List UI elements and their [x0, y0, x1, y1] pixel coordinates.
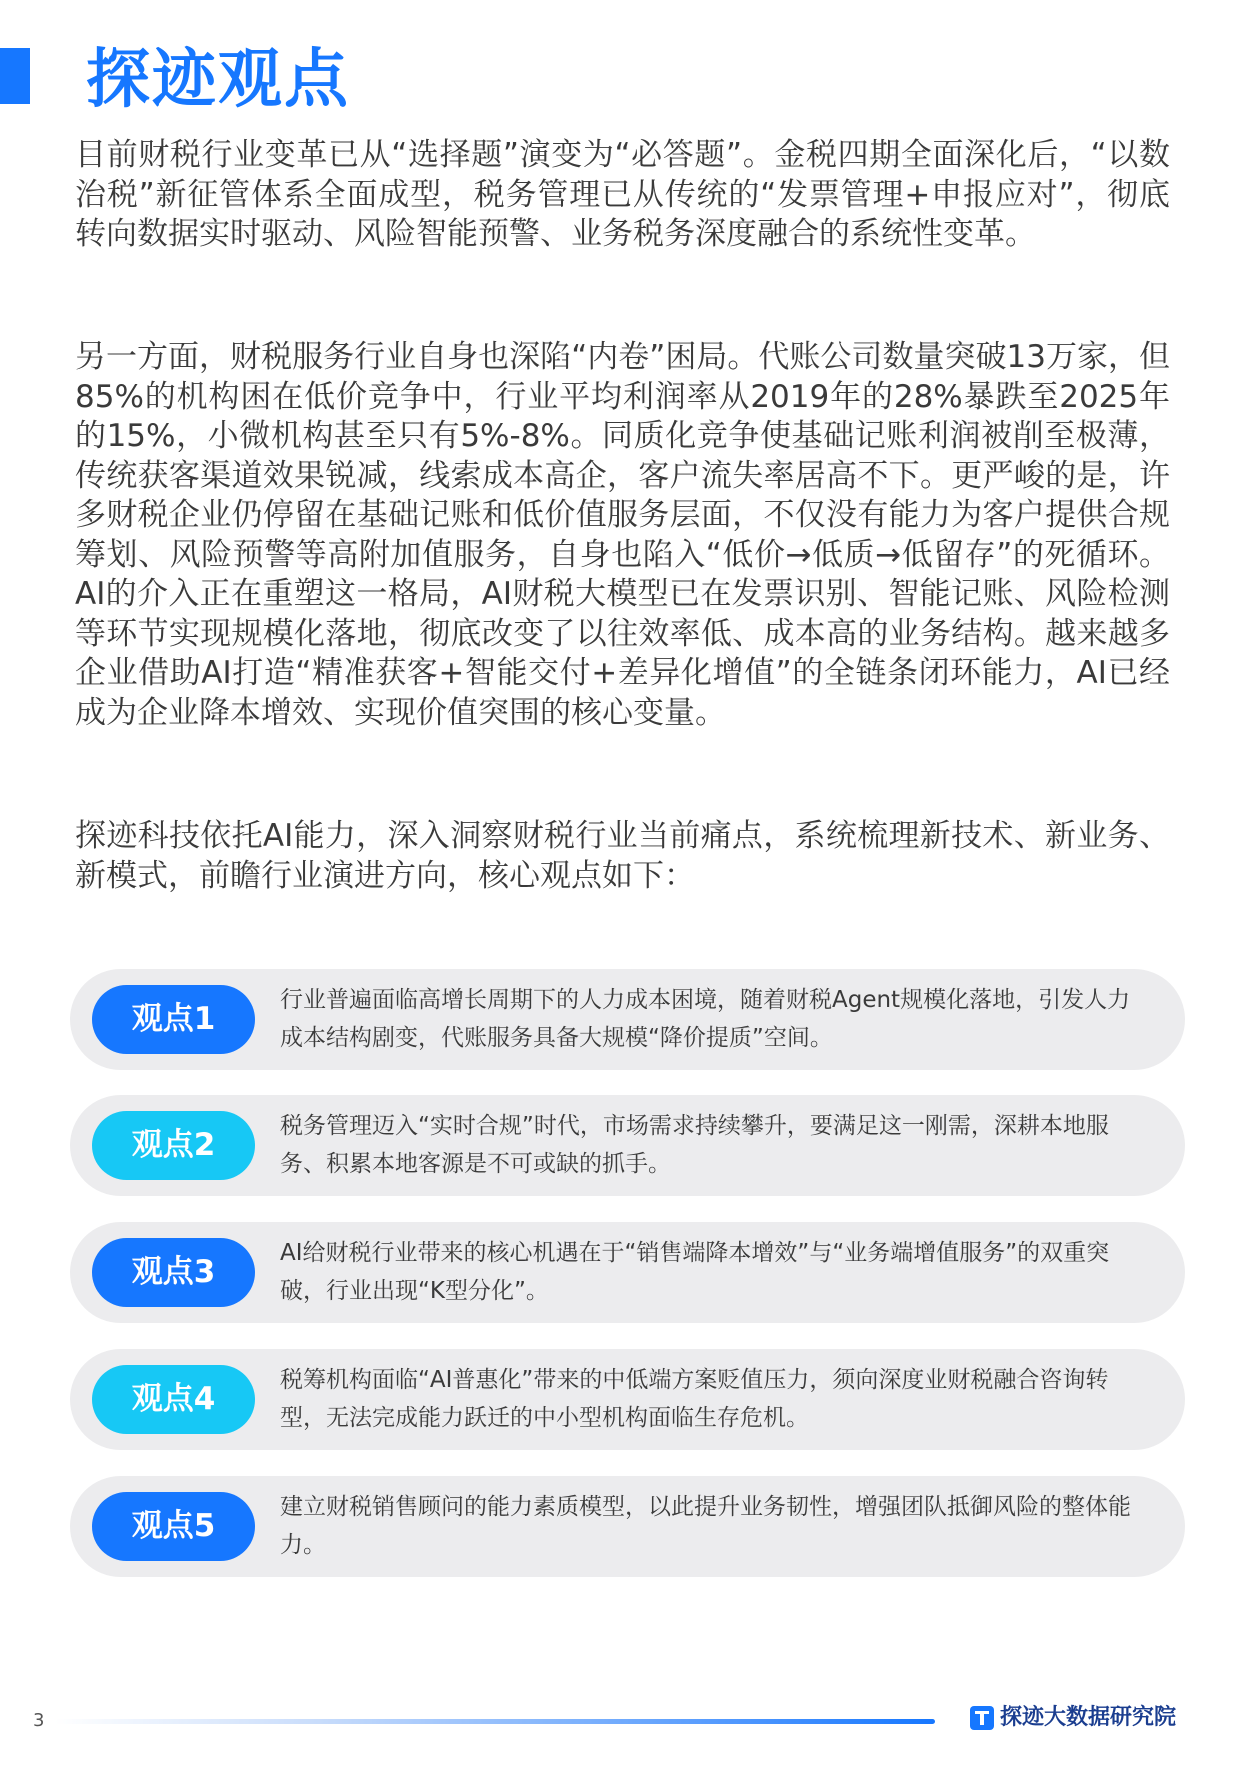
footer-gradient-line	[55, 1719, 935, 1724]
viewpoint-text-5: 建立财税销售顾问的能力素质模型，以此提升业务韧性，增强团队抵御风险的整体能力。	[280, 1494, 1131, 1558]
title-accent-bar	[0, 48, 30, 104]
viewpoint-badge-5: 观点5	[92, 1492, 255, 1561]
viewpoint-card-4	[70, 1349, 1185, 1450]
viewpoint-badge-1: 观点1	[92, 985, 255, 1054]
intro-paragraph-2: 另一方面，财税服务行业自身也深陷“内卷”困局。代账公司数量突破13万家，但85%的机构困在低价竞争中，行业平均利润率从2019年的28%暴跌至2025年的15%，小微机构甚至只有5%-8%。同质化竞争使基础记账利润被削至极薄，传统获客渠道效果锐减，线索成本高企，客户流失率居高不下。更严峻的是，许多财税企业仍停留在基础记账和低价值服务层面，不仅没有能力为客户提供合规筹划、风险预警等高附加值服务，自身也陷入“低价→低质→低留存”的死循环。AI的介入正在重塑这一格局，AI财税大模型已在发票识别、智能记账、风险检测等环节实现规模化落地，彻底改变了以往效率低、成本高的业务结构。越来越多企业借助AI打造“精准获客+智能交付+差异化增值”的全链条闭环能力，AI已经成为企业降本增效、实现价值突围的核心变量。	[75, 339, 1170, 731]
intro-paragraph-3: 探迹科技依托AI能力，深入洞察财税行业当前痛点，系统梳理新技术、新业务、新模式，前瞻行业演进方向，核心观点如下：	[75, 818, 1170, 894]
tanji-logo-icon	[970, 1706, 994, 1730]
viewpoint-text-1: 行业普遍面临高增长周期下的人力成本困境，随着财税Agent规模化落地，引发人力成本结构剧变，代账服务具备大规模“降价提质”空间。	[280, 987, 1131, 1051]
page-title: 探迹观点	[86, 43, 350, 117]
viewpoint-badge-3: 观点3	[92, 1238, 255, 1307]
viewpoint-text-4: 税筹机构面临“AI普惠化”带来的中低端方案贬值压力，须向深度业财税融合咨询转型，无法完成能力跃迁的中小型机构面临生存危机。	[280, 1367, 1109, 1431]
viewpoint-card-1	[70, 969, 1185, 1070]
viewpoint-card-2	[70, 1095, 1185, 1196]
footer-brand: 探迹大数据研究院	[1000, 1705, 1177, 1730]
viewpoint-badge-4: 观点4	[92, 1365, 255, 1434]
page-number: 3	[33, 1710, 45, 1731]
intro-paragraph-1: 目前财税行业变革已从“选择题”演变为“必答题”。金税四期全面深化后，“以数治税”新征管体系全面成型，税务管理已从传统的“发票管理+申报应对”，彻底转向数据实时驱动、风险智能预警、业务税务深度融合的系统性变革。	[75, 137, 1170, 252]
viewpoint-card-3	[70, 1222, 1185, 1323]
viewpoint-text-3: AI给财税行业带来的核心机遇在于“销售端降本增效”与“业务端增值服务”的双重突破，行业出现“K型分化”。	[280, 1240, 1110, 1304]
viewpoint-card-5	[70, 1476, 1185, 1577]
viewpoint-text-2: 税务管理迈入“实时合规”时代，市场需求持续攀升，要满足这一刚需，深耕本地服务、积累本地客源是不可或缺的抓手。	[280, 1113, 1109, 1177]
viewpoint-badge-2: 观点2	[92, 1111, 255, 1180]
